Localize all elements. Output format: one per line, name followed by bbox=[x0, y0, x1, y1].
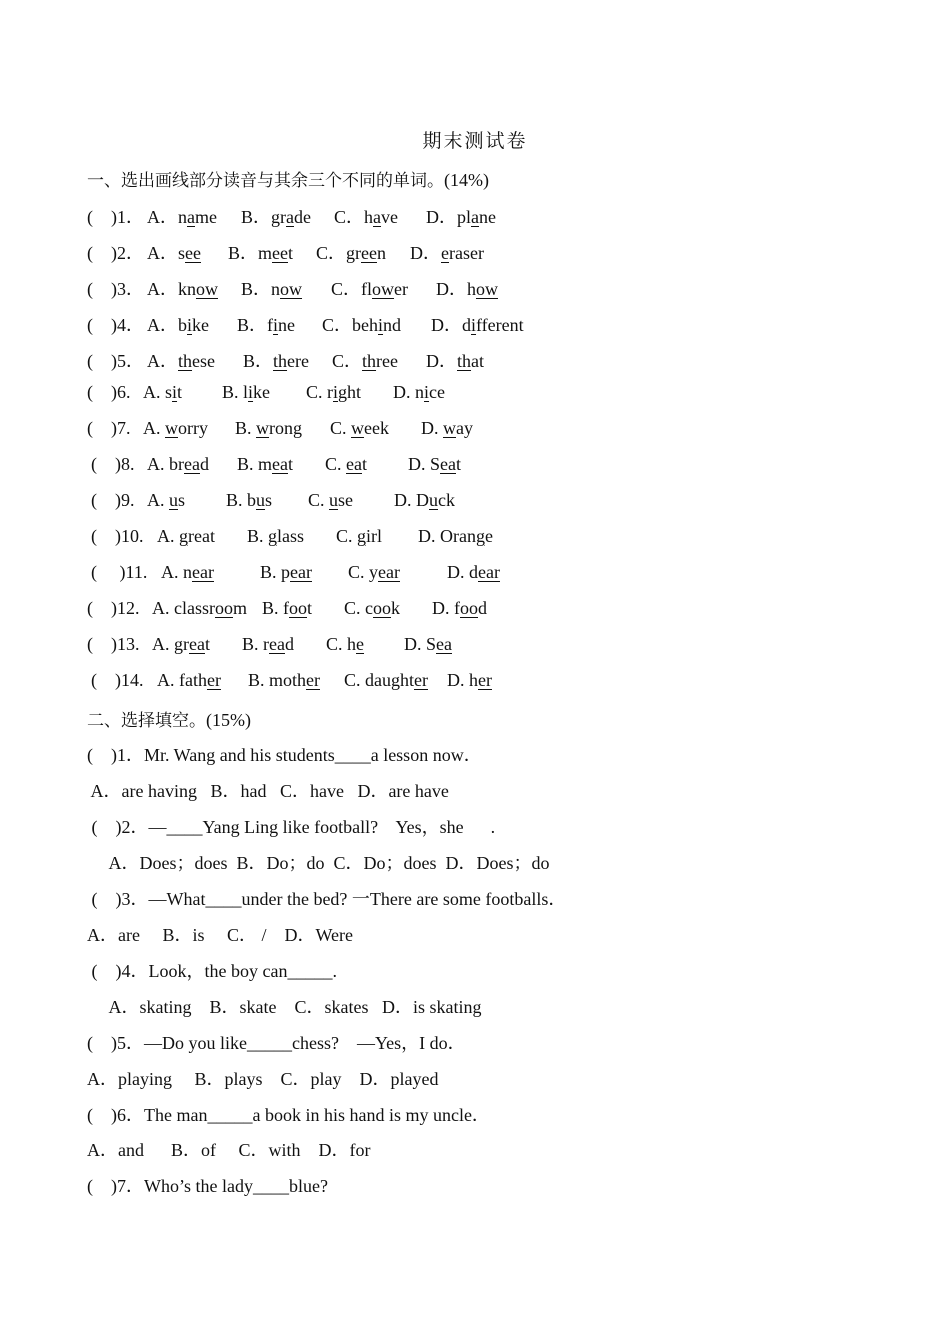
underlined-sound: g bbox=[179, 526, 188, 546]
options-line: A．and B．of C．with D．for bbox=[87, 1140, 371, 1160]
question-number: ( )10. bbox=[91, 526, 144, 546]
question-number: ( )4． bbox=[87, 315, 144, 335]
options-line: A．Does；does B．Do；do C．Do；does D．Does；do bbox=[87, 853, 550, 873]
answer-option: B. pear bbox=[260, 562, 312, 582]
answer-option: A．see bbox=[147, 243, 201, 263]
answer-option: A. father bbox=[157, 670, 221, 690]
question-line: ( )4．Look，the boy can_____. bbox=[87, 961, 337, 981]
underlined-sound: i bbox=[248, 382, 254, 402]
answer-option: A. sit bbox=[143, 382, 183, 402]
underlined-sound: i bbox=[333, 382, 339, 402]
answer-option: A. great bbox=[152, 634, 210, 654]
underlined-sound: er bbox=[414, 670, 428, 690]
answer-option: D. food bbox=[432, 598, 487, 618]
underlined-sound: u bbox=[256, 490, 266, 510]
underlined-sound: oo bbox=[373, 598, 391, 618]
underlined-sound: a bbox=[187, 207, 195, 227]
answer-option: B．there bbox=[243, 351, 310, 371]
section1-heading bbox=[87, 166, 489, 191]
underlined-sound: ee bbox=[361, 243, 377, 263]
section1-score: (14%) bbox=[444, 170, 489, 190]
answer-option: A．bike bbox=[147, 315, 210, 335]
underlined-sound: oo bbox=[460, 598, 478, 618]
answer-option: C. use bbox=[308, 490, 354, 510]
question-line: ( )2．—____Yang Ling like football? Yes，she . bbox=[87, 817, 496, 837]
answer-option: D. way bbox=[421, 418, 473, 438]
answer-option: B. mother bbox=[248, 670, 320, 690]
answer-option: A. bread bbox=[147, 454, 209, 474]
question-number: ( )14. bbox=[91, 670, 144, 690]
underlined-sound: a bbox=[373, 207, 382, 227]
underlined-sound: er bbox=[478, 670, 492, 690]
section1-heading-text: 一、选出画线部分读音与其余三个不同的单词。 bbox=[87, 171, 444, 191]
question-number: ( )12. bbox=[87, 598, 140, 618]
question-line: ( )1．Mr. Wang and his students____a lesson now． bbox=[87, 745, 482, 765]
options-line: A．are having B．had C．have D．are have bbox=[87, 781, 449, 801]
underlined-sound: ea bbox=[346, 454, 362, 474]
answer-option: B. bus bbox=[226, 490, 273, 510]
answer-option: C. eat bbox=[325, 454, 368, 474]
underlined-sound: ea bbox=[440, 454, 456, 474]
answer-option: B. foot bbox=[262, 598, 313, 618]
answer-option: D．eraser bbox=[410, 243, 484, 263]
underlined-sound: u bbox=[429, 490, 438, 510]
underlined-sound: e bbox=[441, 243, 449, 263]
underlined-sound: th bbox=[362, 351, 377, 371]
page-title: 期末测试卷 bbox=[422, 130, 528, 152]
underlined-sound: ear bbox=[478, 562, 500, 582]
underlined-sound: ea bbox=[184, 454, 200, 474]
underlined-sound: th bbox=[178, 351, 193, 371]
underlined-sound: w bbox=[165, 418, 178, 438]
answer-option: B．meet bbox=[228, 243, 294, 263]
answer-option: D．how bbox=[436, 279, 498, 299]
question-line: ( )3．—What____under the bed? 一There are some footballs． bbox=[87, 889, 567, 909]
answer-option: C. he bbox=[326, 634, 365, 654]
question-number: ( )2． bbox=[87, 243, 144, 263]
underlined-sound: th bbox=[273, 351, 288, 371]
answer-option: C. right bbox=[306, 382, 362, 402]
answer-option: D. Duck bbox=[394, 490, 455, 510]
answer-option: C．behind bbox=[322, 315, 402, 335]
answer-option: C. week bbox=[330, 418, 389, 438]
section2-heading-text: 二、选择填空。 bbox=[87, 711, 206, 731]
underlined-sound: g bbox=[357, 526, 367, 546]
underlined-sound: ea bbox=[269, 634, 285, 654]
underlined-sound: ow bbox=[372, 279, 395, 299]
underlined-sound: th bbox=[457, 351, 472, 371]
answer-option: C. daughter bbox=[344, 670, 428, 690]
underlined-sound: ear bbox=[378, 562, 400, 582]
answer-option: D. Seat bbox=[408, 454, 462, 474]
answer-option: B. glass bbox=[247, 526, 305, 546]
answer-option: D．different bbox=[431, 315, 524, 335]
underlined-sound: ow bbox=[196, 279, 218, 299]
answer-option: A. worry bbox=[143, 418, 208, 438]
underlined-sound: er bbox=[306, 670, 320, 690]
underlined-sound: i bbox=[424, 382, 430, 402]
question-line: ( )5．—Do you like_____chess? —Yes，I do． bbox=[87, 1033, 466, 1053]
question-number: ( )11. bbox=[91, 562, 148, 582]
answer-option: C．green bbox=[316, 243, 386, 263]
underlined-sound: ea bbox=[272, 454, 288, 474]
question-number: ( )1． bbox=[87, 207, 144, 227]
underlined-sound: g bbox=[475, 526, 485, 546]
answer-option: C. cook bbox=[344, 598, 400, 618]
underlined-sound: ee bbox=[185, 243, 201, 263]
underlined-sound: oo bbox=[289, 598, 307, 618]
options-line: A．playing B．plays C．play D．played bbox=[87, 1069, 439, 1089]
answer-option: C. year bbox=[348, 562, 400, 582]
answer-option: A. near bbox=[161, 562, 214, 582]
question-number: ( )6. bbox=[87, 382, 131, 402]
answer-option: D．plane bbox=[426, 207, 496, 227]
underlined-sound: er bbox=[206, 670, 221, 690]
answer-option: D．that bbox=[426, 351, 485, 371]
underlined-sound: ow bbox=[476, 279, 498, 299]
question-line: ( )6．The man_____a book in his hand is my uncle． bbox=[87, 1105, 490, 1125]
question-number: ( )3． bbox=[87, 279, 144, 299]
answer-option: A．these bbox=[147, 351, 215, 371]
question-number: ( )13. bbox=[87, 634, 140, 654]
answer-option: B．fine bbox=[237, 315, 296, 335]
underlined-sound: ow bbox=[280, 279, 303, 299]
underlined-sound: i bbox=[471, 315, 477, 335]
options-line: A．are B．is C． / D．Were bbox=[87, 925, 354, 945]
underlined-sound: a bbox=[286, 207, 294, 227]
question-number: ( )5． bbox=[87, 351, 144, 371]
answer-option: B．now bbox=[241, 279, 303, 299]
underlined-sound: i bbox=[378, 315, 384, 335]
answer-option: A. us bbox=[147, 490, 186, 510]
underlined-sound: i bbox=[273, 315, 279, 335]
section2-heading bbox=[87, 706, 251, 731]
question-number: ( )8. bbox=[91, 454, 135, 474]
underlined-sound: g bbox=[268, 526, 278, 546]
underlined-sound: ea bbox=[189, 634, 205, 654]
answer-option: D. nice bbox=[393, 382, 445, 402]
answer-option: B. read bbox=[242, 634, 294, 654]
underlined-sound: ear bbox=[290, 562, 312, 582]
underlined-sound: ea bbox=[436, 634, 452, 654]
underlined-sound: e bbox=[356, 634, 365, 654]
answer-option: A. great bbox=[157, 526, 215, 546]
answer-option: B. wrong bbox=[235, 418, 303, 438]
question-number: ( )9. bbox=[91, 490, 135, 510]
underlined-sound: w bbox=[351, 418, 365, 438]
answer-option: A．name bbox=[147, 207, 217, 227]
answer-option: C. girl bbox=[336, 526, 383, 546]
answer-option: A．know bbox=[147, 279, 218, 299]
answer-option: B. meat bbox=[237, 454, 294, 474]
answer-option: C．three bbox=[332, 351, 399, 371]
answer-option: D. her bbox=[447, 670, 492, 690]
underlined-sound: i bbox=[187, 315, 193, 335]
question-line: ( )7．Who’s the lady____blue? bbox=[87, 1176, 328, 1196]
underlined-sound: oo bbox=[214, 598, 233, 618]
underlined-sound: u bbox=[169, 490, 178, 510]
section2-score: (15%) bbox=[206, 710, 251, 730]
answer-option: A. classroom bbox=[152, 598, 247, 618]
answer-option: C．have bbox=[334, 207, 399, 227]
answer-option: B. like bbox=[222, 382, 271, 402]
underlined-sound: w bbox=[256, 418, 270, 438]
underlined-sound: u bbox=[329, 490, 339, 510]
answer-option: D. dear bbox=[447, 562, 500, 582]
options-line: A．skating B．skate C．skates D．is skating bbox=[87, 997, 482, 1017]
answer-option: C．flower bbox=[331, 279, 408, 299]
underlined-sound: w bbox=[443, 418, 456, 438]
answer-option: D. Orange bbox=[418, 526, 493, 546]
underlined-sound: a bbox=[471, 207, 479, 227]
underlined-sound: ear bbox=[192, 562, 214, 582]
underlined-sound: ee bbox=[272, 243, 288, 263]
underlined-sound: i bbox=[172, 382, 178, 402]
answer-option: D. Sea bbox=[404, 634, 452, 654]
question-number: ( )7. bbox=[87, 418, 131, 438]
answer-option: B．grade bbox=[241, 207, 311, 227]
